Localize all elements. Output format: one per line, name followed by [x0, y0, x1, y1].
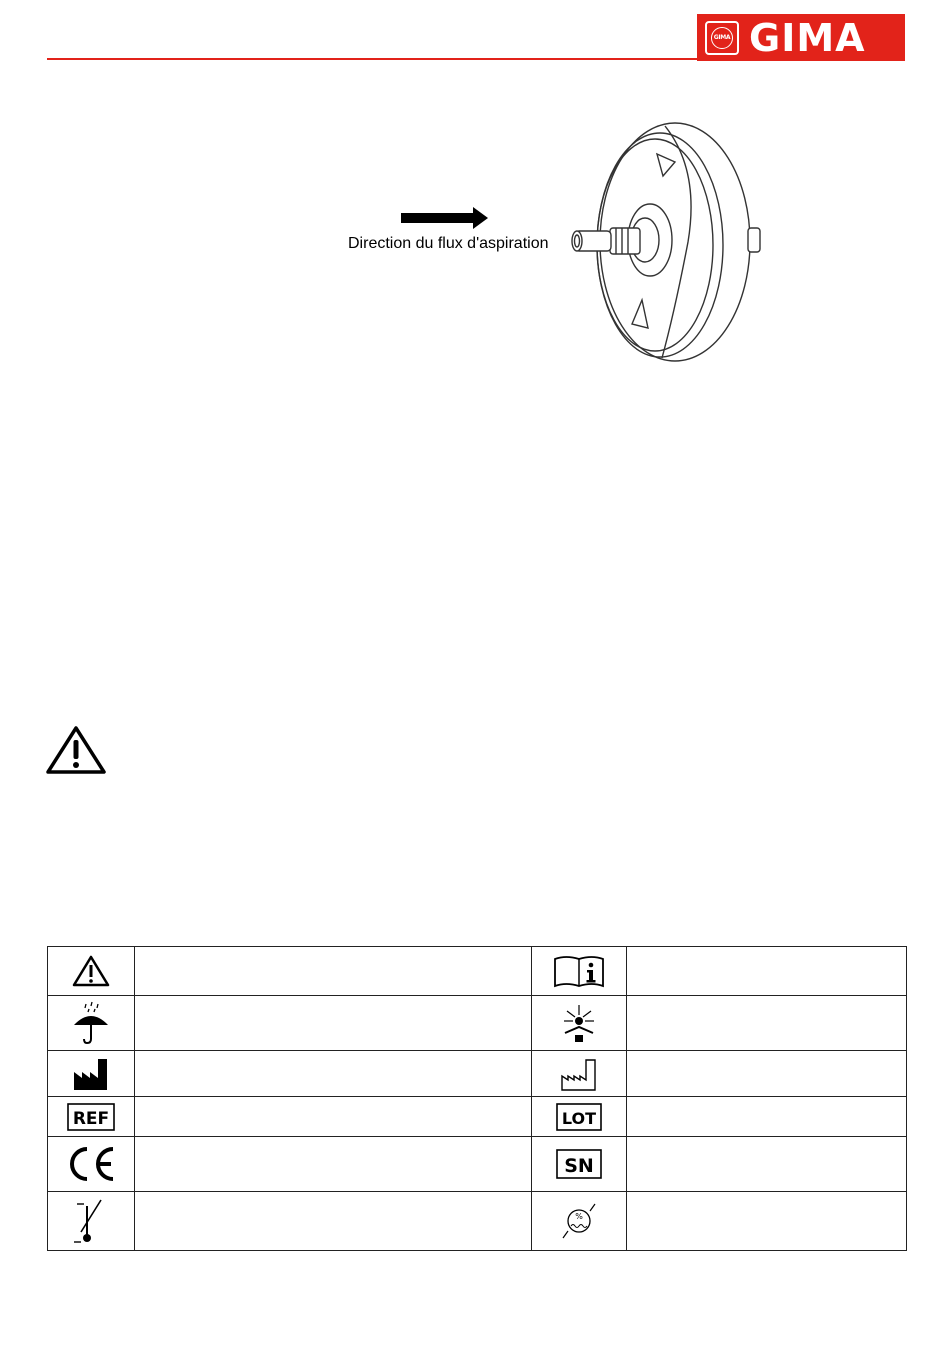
symbol-description [135, 1051, 532, 1097]
svg-text:LOT: LOT [561, 1108, 597, 1128]
symbol-description [627, 996, 907, 1051]
temperature-limit-icon [71, 1196, 111, 1246]
table-row [48, 1192, 907, 1251]
symbol-cell [48, 1097, 135, 1137]
symbol-cell [48, 996, 135, 1051]
symbol-description [627, 1137, 907, 1192]
flow-direction-label: Direction du flux d'aspiration [348, 235, 549, 252]
symbol-cell [48, 947, 135, 996]
date-of-manufacture-icon [559, 1056, 599, 1092]
table-row [48, 1137, 907, 1192]
symbol-cell [532, 996, 627, 1051]
lot-number-icon [555, 1102, 603, 1132]
table-row [48, 947, 907, 996]
symbol-description [627, 1192, 907, 1251]
symbol-description [135, 947, 532, 996]
gima-logo-mark-icon [705, 21, 739, 55]
symbol-description [627, 1097, 907, 1137]
keep-away-from-sunlight-icon [559, 1001, 599, 1045]
ce-mark-icon [63, 1144, 119, 1184]
table-row [48, 996, 907, 1051]
table-row [48, 1051, 907, 1097]
symbol-cell [532, 1137, 627, 1192]
svg-text:SN: SN [564, 1155, 594, 1177]
serial-number-icon [555, 1148, 603, 1180]
arrow-right-icon [401, 207, 488, 229]
caution-icon [71, 954, 111, 988]
gima-logo [697, 14, 905, 61]
symbol-description [135, 1137, 532, 1192]
symbol-description [627, 947, 907, 996]
symbol-cell [532, 947, 627, 996]
symbol-description [627, 1051, 907, 1097]
svg-text:REF: REF [72, 1108, 110, 1129]
symbol-cell [48, 1051, 135, 1097]
humidity-limit-icon [559, 1199, 599, 1243]
svg-text:%: % [575, 1212, 583, 1221]
symbol-description [135, 996, 532, 1051]
gima-logo-text: GIMA [749, 15, 866, 60]
gima-logo-mark-text: GIMA [711, 27, 733, 49]
manufacturer-icon [71, 1056, 111, 1092]
symbol-description [135, 1192, 532, 1251]
symbol-cell [532, 1097, 627, 1137]
consult-instructions-icon [552, 953, 606, 989]
ref-catalogue-icon [66, 1102, 116, 1132]
symbol-description [135, 1097, 532, 1137]
symbols-table [47, 946, 907, 1251]
symbol-cell [48, 1137, 135, 1192]
symbol-cell [532, 1051, 627, 1097]
warning-triangle-icon [45, 725, 107, 775]
keep-dry-icon [71, 1001, 111, 1045]
symbol-cell [48, 1192, 135, 1251]
symbol-cell [532, 1192, 627, 1251]
table-row [48, 1097, 907, 1137]
